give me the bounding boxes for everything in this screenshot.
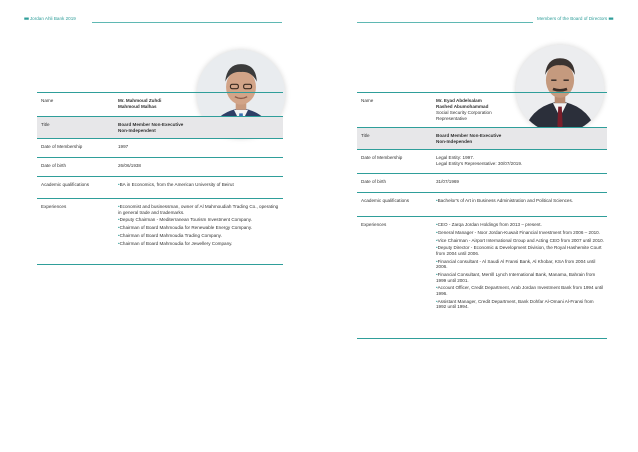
left-header-rule: [92, 22, 282, 23]
name-line-1: Mr. Mahmoud Zuhdi: [118, 98, 162, 103]
title-line-1: Board Member Non-Executive: [118, 122, 184, 127]
title-line-2: Non-Independen: [436, 139, 473, 144]
right-profile-table: [357, 92, 607, 339]
membership-line-1: Legal Entity: 1997.: [436, 155, 475, 160]
left-profile-table: [37, 92, 283, 265]
right-header-rule: [357, 22, 533, 23]
membership-label: Date of Membership: [41, 144, 83, 149]
header-squares-icon: ■■: [608, 16, 614, 21]
experience-item: • Chairman of Board Mahmoudia for Renewable Energy Company.: [118, 225, 280, 231]
experiences-list: [118, 204, 280, 249]
academic-label: Academic qualifications: [41, 182, 90, 187]
row-name: [357, 93, 607, 128]
title-line-2: Non-Independent: [118, 128, 156, 133]
experience-item: • Chairman of Board Mahmoudia Trading Company.: [118, 233, 280, 239]
birth-value: 26/06/1938: [118, 163, 141, 168]
experience-item: • CEO - Zarqa Jordan Holdings from 2013 – present.: [436, 222, 604, 228]
title-label: Title: [361, 133, 370, 138]
title-value: [118, 122, 183, 134]
experience-item: • Deputy Director - Economic & Development Division, the Royal Hashemite Court from 2004 until 2006.: [436, 245, 604, 256]
birth-label: Date of birth: [361, 179, 387, 184]
title-label: Title: [41, 122, 50, 127]
row-experiences: [37, 199, 283, 265]
birth-label: Date of birth: [41, 163, 67, 168]
right-page: [319, 0, 638, 452]
name-sub-line-1: Social Security Corporation: [436, 110, 492, 115]
row-academic: [357, 193, 607, 217]
row-name: [37, 93, 283, 117]
left-running-header: [24, 16, 76, 21]
experience-item: • Vice Chairman - Airport International Group and Acting CEO from 2007 until 2010.: [436, 238, 604, 244]
row-experiences: [357, 217, 607, 339]
academic-item: • Bachelor's of Art in Business Administration and Political Sciences.: [436, 198, 606, 204]
title-line-1: Board Member Non-Executive: [436, 133, 502, 138]
experience-item: • Deputy Chairman - Mediterranean Tourism Investment Company.: [118, 217, 280, 223]
name-label: Name: [361, 98, 374, 103]
experiences-list: [436, 222, 604, 312]
birth-value: 31/07/1969: [436, 179, 459, 184]
academic-value: [118, 182, 234, 190]
header-squares-icon: ■■: [24, 16, 29, 21]
academic-value: [436, 198, 606, 206]
title-value: [436, 133, 501, 145]
academic-item: • BA in Economics, from the American University of Beirut: [118, 182, 234, 188]
name-line-2: Mahmoud Malhas: [118, 104, 157, 109]
name-label: Name: [41, 98, 54, 103]
experience-item: • Chairman of Board Mahmoudia for Jewellery Company.: [118, 241, 280, 247]
name-line-1: Mr. Eyad Abdelsalam: [436, 98, 482, 103]
membership-label: Date of Membership: [361, 155, 403, 160]
row-academic: [37, 177, 283, 199]
experience-item: • Account Officer, Credit Department, Arab Jordan Investment Bank from 1994 until 1996.: [436, 285, 604, 296]
experiences-label: Experiences: [361, 222, 387, 227]
experience-item: • Financial Consultant, Merrill Lynch International Bank, Manama, Bahrain from 1999 until 2001.: [436, 272, 604, 283]
right-running-header: [537, 16, 613, 21]
row-birth: [37, 158, 283, 177]
experiences-label: Experiences: [41, 204, 67, 209]
row-title: [357, 128, 607, 150]
experience-item: • General Manager - Noor Jordan-Kuwait Financial Investment from 2006 – 2010.: [436, 230, 604, 236]
name-value: [436, 98, 492, 122]
row-title: [37, 117, 283, 139]
right-header-text: Members of the Board of Directors: [537, 16, 608, 21]
experience-item: • Assistant Manager, Credit Department, Bank Dohfar Al-Omani Al-Fransi from 1992 until 1994.: [436, 299, 604, 310]
membership-line-2: Legal Entity's Representative: 30/07/2019.: [436, 161, 523, 166]
experience-item: • Economist and businessman, owner of Al Mahmoudiah Trading Co., operating in general trade and trademarks.: [118, 204, 280, 215]
row-membership: [37, 139, 283, 158]
name-value: [118, 98, 161, 110]
row-birth: [357, 174, 607, 193]
membership-value: 1997: [118, 144, 129, 149]
name-line-2: Rashed Abumohammad: [436, 104, 489, 109]
name-sub-line-2: Representative: [436, 116, 467, 121]
left-header-text: Jordan Ahli Bank 2019: [29, 16, 76, 21]
academic-label: Academic qualifications: [361, 198, 410, 203]
membership-value: [436, 155, 522, 167]
experience-item: • Financial consultant - Al Saudi Al Fransi Bank, Al Khobar, KSA from 2004 until 2006.: [436, 259, 604, 270]
row-membership: [357, 150, 607, 174]
